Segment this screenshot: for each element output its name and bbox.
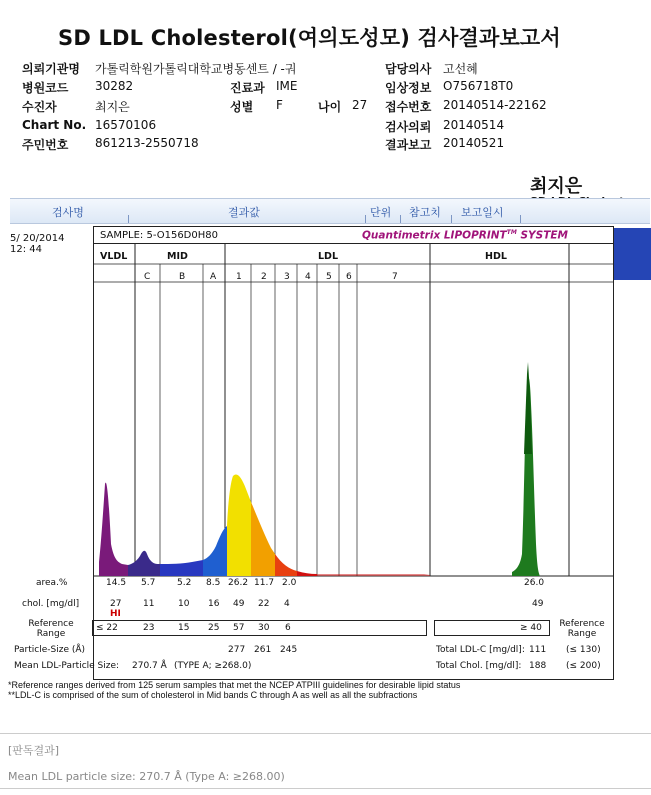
report-title: SD LDL Cholesterol(여의도성모) 검사결과보고서 bbox=[58, 26, 561, 50]
divider bbox=[0, 733, 651, 734]
ref-value: 6 bbox=[285, 623, 291, 633]
ref-hdl-value: ≥ 40 bbox=[520, 623, 542, 633]
age-value: 27 bbox=[352, 98, 368, 112]
ref-label-right: Reference Range bbox=[559, 619, 605, 639]
header-label: 임상정보 bbox=[385, 81, 432, 95]
header-label: 접수번호 bbox=[385, 100, 432, 114]
col-ref: 참고치 bbox=[409, 206, 441, 219]
header-label: 결과보고 bbox=[385, 138, 432, 152]
total-ldl-label: Total LDL-C [mg/dl]: bbox=[436, 645, 525, 655]
area-hdl-value: 26.0 bbox=[524, 578, 545, 588]
chol-value: 27 bbox=[110, 599, 122, 609]
chol-value: 4 bbox=[284, 599, 290, 609]
ldl-tail bbox=[317, 574, 430, 576]
sex-label: 성별 bbox=[230, 100, 254, 114]
header-value: 20140514 bbox=[443, 118, 505, 132]
area-value: 11.7 bbox=[254, 578, 275, 588]
col-result: 결과값 bbox=[228, 206, 260, 219]
lipoprint-chart bbox=[93, 226, 614, 680]
header-value: 20140521 bbox=[443, 136, 505, 150]
subband-label: 1 bbox=[236, 272, 242, 282]
header-label: 담당의사 bbox=[385, 62, 432, 76]
area-value: 5.7 bbox=[141, 578, 156, 588]
particle-size-value: 245 bbox=[280, 645, 298, 655]
age-label: 나이 bbox=[318, 100, 342, 114]
ref-value: 57 bbox=[233, 623, 245, 633]
header-label: 수진자 bbox=[22, 100, 57, 114]
ldl2-peak bbox=[251, 502, 275, 576]
subband-label: 5 bbox=[326, 272, 332, 282]
header-value: 가톨릭학원가톨릭대학교병동센트 / -궈 bbox=[95, 62, 297, 76]
brand-tm: TM bbox=[506, 229, 517, 236]
interpretation-heading: [판독결과] bbox=[8, 744, 60, 757]
particle-size-value: 277 bbox=[228, 645, 246, 655]
header-row-hospital-code bbox=[22, 79, 68, 96]
header-value: 861213-2550718 bbox=[95, 136, 199, 150]
patient-name-large: 최지은 bbox=[530, 176, 583, 197]
footnote: **LDL-C is comprised of the sum of cholesterol in Mid bands C through A as well as all the subfractions bbox=[8, 690, 418, 700]
header-row-institution bbox=[22, 60, 80, 77]
header-value: 20140514-22162 bbox=[443, 98, 547, 112]
mean-ldl-value: 270.7 Å bbox=[132, 661, 167, 671]
sex-value: F bbox=[276, 98, 283, 112]
ref-value: 15 bbox=[178, 623, 190, 633]
dept-label: 진료과 bbox=[230, 81, 265, 95]
column-header-bar bbox=[10, 198, 650, 224]
brand-label bbox=[362, 229, 568, 242]
band-hdl: HDL bbox=[485, 251, 507, 262]
interpretation-text: Mean LDL particle size: 270.7 Å (Type A: ≥268.00) bbox=[8, 770, 285, 783]
area-value: 8.5 bbox=[206, 578, 221, 588]
electrophoresis-plot bbox=[94, 244, 613, 678]
subband-label: 3 bbox=[284, 272, 290, 282]
particle-size-value: 261 bbox=[254, 645, 272, 655]
ldl1-peak bbox=[227, 475, 251, 576]
side-color-block bbox=[614, 228, 651, 280]
col-test: 검사명 bbox=[52, 206, 84, 219]
subband-label: 6 bbox=[346, 272, 352, 282]
total-ldl-ref: (≤ 130) bbox=[566, 645, 601, 655]
header-row-chart-no bbox=[22, 118, 86, 132]
total-chol-ref: (≤ 200) bbox=[566, 661, 601, 671]
header-value: 30282 bbox=[95, 79, 134, 93]
header-label: 검사의뢰 bbox=[385, 120, 432, 134]
mean-ldl-type: (TYPE A; ≥268.0) bbox=[174, 661, 252, 671]
area-value: 26.2 bbox=[228, 578, 249, 588]
band-ldl: LDL bbox=[318, 251, 338, 262]
ref-value: ≤ 22 bbox=[96, 623, 118, 633]
header-value: O756718T0 bbox=[443, 79, 514, 93]
ldl3-peak bbox=[275, 554, 297, 576]
divider bbox=[0, 788, 651, 789]
header-value: 16570106 bbox=[95, 118, 157, 132]
header-value: 고선혜 bbox=[443, 62, 478, 76]
area-value: 5.2 bbox=[177, 578, 192, 588]
mean-ldl-label: Mean LDL-Particle Size: bbox=[14, 661, 120, 671]
total-chol-value: 188 bbox=[529, 661, 547, 671]
vldl-peak bbox=[99, 483, 128, 576]
mid-c-peak bbox=[128, 551, 160, 576]
hi-flag: HI bbox=[110, 609, 121, 619]
area-value: 2.0 bbox=[282, 578, 297, 588]
dept-value: IME bbox=[276, 79, 298, 93]
header-value: 최지은 bbox=[95, 100, 130, 114]
ref-label: Reference Range bbox=[28, 619, 74, 639]
header-row-resident-no bbox=[22, 136, 68, 153]
total-chol-label: Total Chol. [mg/dl]: bbox=[436, 661, 522, 671]
area-label: area.% bbox=[36, 578, 68, 588]
subband-label: 2 bbox=[261, 272, 267, 282]
subband-label: A bbox=[210, 272, 217, 282]
ref-value: 25 bbox=[208, 623, 220, 633]
sample-id: SAMPLE: 5-O156D0H80 bbox=[100, 230, 218, 241]
print-date: 5/ 20/2014 bbox=[10, 233, 65, 244]
chol-label: chol. [mg/dl] bbox=[22, 599, 80, 609]
chol-value: 10 bbox=[178, 599, 190, 609]
header-label: 주민번호 bbox=[22, 138, 69, 152]
header-row-patient bbox=[22, 98, 57, 115]
header-label: 병원코드 bbox=[22, 81, 69, 95]
col-date: 보고일시 bbox=[461, 206, 504, 219]
header-label: 의뢰기관명 bbox=[22, 62, 80, 76]
ref-value: 30 bbox=[258, 623, 270, 633]
chol-value: 16 bbox=[208, 599, 220, 609]
brand-system: SYSTEM bbox=[516, 229, 568, 242]
chol-value: 49 bbox=[233, 599, 245, 609]
footnote: *Reference ranges derived from 125 serum samples that met the NCEP ATPIII guidelines for desirable lipid status bbox=[8, 680, 461, 690]
ref-value: 23 bbox=[143, 623, 155, 633]
brand-name: Quantimetrix LIPOPRINT bbox=[362, 229, 507, 242]
subband-label: C bbox=[144, 272, 151, 282]
col-unit: 단위 bbox=[370, 206, 392, 219]
subband-label: 4 bbox=[305, 272, 311, 282]
chol-value: 11 bbox=[143, 599, 155, 609]
print-time: 12: 44 bbox=[10, 244, 42, 255]
ldl4-peak bbox=[297, 571, 317, 576]
area-value: 14.5 bbox=[106, 578, 127, 588]
subband-label: 7 bbox=[392, 272, 398, 282]
chol-value: 22 bbox=[258, 599, 270, 609]
header-label: Chart No. bbox=[22, 118, 87, 132]
total-ldl-value: 111 bbox=[529, 645, 547, 655]
mid-b-peak bbox=[160, 560, 203, 576]
particle-size-label: Particle-Size (Å) bbox=[14, 645, 86, 655]
chol-hdl-value: 49 bbox=[532, 599, 544, 609]
subband-label: B bbox=[179, 272, 186, 282]
mid-a-peak bbox=[203, 526, 227, 576]
band-vldl: VLDL bbox=[100, 251, 128, 262]
band-mid: MID bbox=[167, 251, 188, 262]
